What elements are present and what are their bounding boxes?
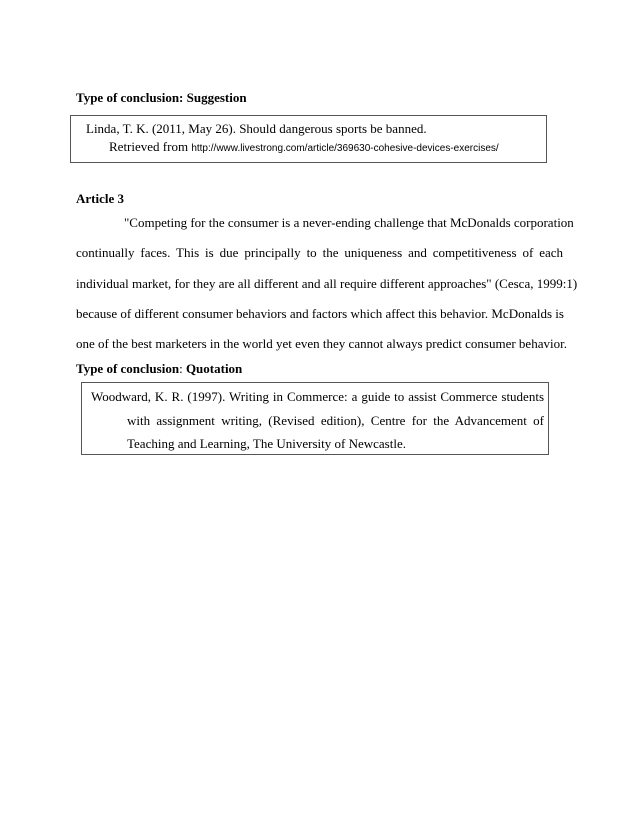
article-3-line-5: one of the best marketers in the world yet even they cannot always predict consumer behavior. — [76, 336, 567, 351]
conclusion-type-label: Type of conclusion — [76, 361, 180, 376]
reference-woodward-line-2: with assignment writing, (Revised edition), Centre for the Advancement of — [127, 413, 544, 428]
reference-box-woodward — [81, 382, 549, 455]
reference-linda-retrieved — [109, 139, 499, 155]
conclusion-type-value: Quotation — [185, 361, 243, 376]
article-3-heading: Article 3 — [76, 191, 125, 206]
article-3-line-3: individual market, for they are all different and all require different approaches" (Cesca, 1999:1) — [76, 276, 578, 291]
reference-linda-citation: Linda, T. K. (2011, May 26). Should dangerous sports be banned. — [86, 121, 427, 136]
reference-box-linda — [70, 115, 547, 163]
article-3-line-4: because of different consumer behaviors and factors which affect this behavior. McDonalds is — [76, 306, 564, 321]
conclusion-type-colon: : — [179, 361, 183, 376]
article-3-line-2: continually faces. This is due principally to the uniqueness and competitiveness of each — [76, 245, 563, 260]
conclusion-type-heading-suggestion: Type of conclusion: Suggestion — [76, 90, 247, 105]
reference-url-link[interactable]: http://www.livestrong.com/article/369630-cohesive-devices-exercises/ — [191, 143, 499, 154]
reference-woodward-line-1: Woodward, K. R. (1997). Writing in Commerce: a guide to assist Commerce students — [91, 389, 544, 404]
reference-woodward-line-3: Teaching and Learning, The University of Newcastle. — [127, 436, 406, 451]
article-3-line-1: "Competing for the consumer is a never-ending challenge that McDonalds corporation — [124, 215, 574, 230]
conclusion-type-heading-quotation — [76, 361, 242, 377]
retrieved-from-label: Retrieved from — [109, 139, 189, 154]
